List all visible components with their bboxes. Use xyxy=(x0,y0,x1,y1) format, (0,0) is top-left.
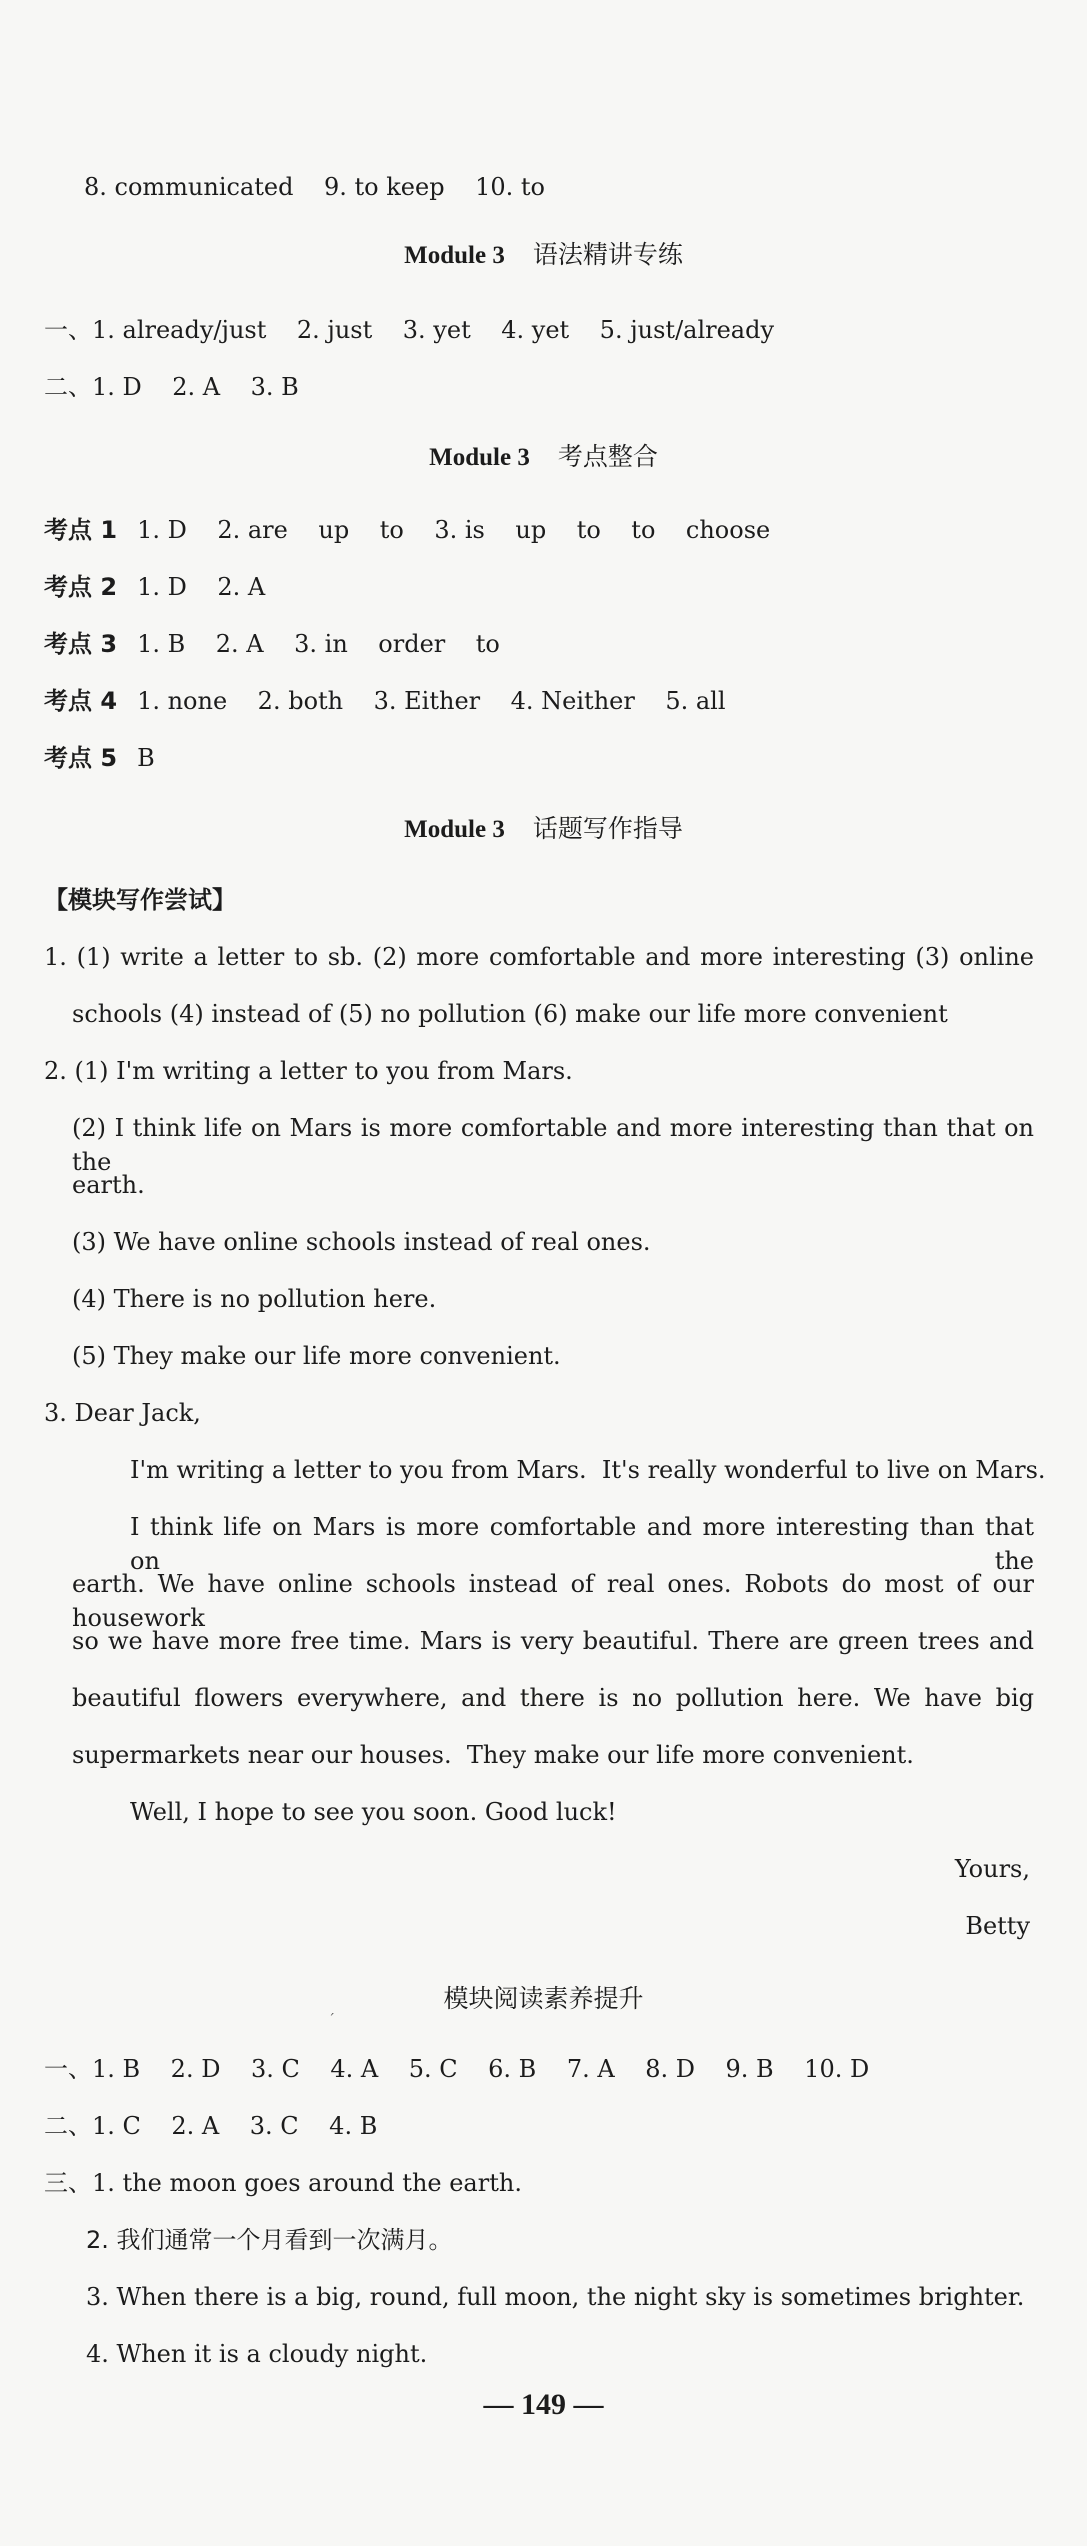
heading-module: Module 3 xyxy=(429,444,530,471)
letter-closing: Yours, xyxy=(954,1855,1030,1883)
writing-subtitle: 【模块写作尝试】 xyxy=(44,886,236,914)
reading-q3-4: 4. When it is a cloudy night. xyxy=(86,2340,428,2368)
keypoint-row xyxy=(44,741,155,775)
reading-q1: 一、1. B 2. D 3. C 4. A 5. C 6. B 7. A 8. D 9. B 10. D xyxy=(44,2055,870,2083)
heading-cn: 考点整合 xyxy=(557,442,658,471)
section-heading-grammar xyxy=(0,238,1087,273)
writing-q1-line2: schools (4) instead of (5) no pollution (6) make our life more convenient xyxy=(72,1000,948,1028)
page-number: — 149 — xyxy=(483,2388,604,2421)
section-heading-keypoints xyxy=(0,440,1087,475)
heading-module: Module 3 xyxy=(404,816,505,843)
keypoint-text: 1. D 2. A xyxy=(137,573,266,601)
keypoint-text: 1. none 2. both 3. Either 4. Neither 5. all xyxy=(137,687,726,715)
keypoint-row xyxy=(44,684,726,718)
letter-paragraph-1: I'm writing a letter to you from Mars. It's really wonderful to live on Mars. xyxy=(130,1456,1046,1484)
letter-paragraph-2-line: supermarkets near our houses. They make our life more convenient. xyxy=(72,1741,914,1769)
keypoint-label: 考点 3 xyxy=(44,630,118,658)
writing-q2-2a: (2) I think life on Mars is more comfortable and more interesting than that on the xyxy=(72,1114,1034,1176)
letter-paragraph-2-line: I think life on Mars is more comfortable and more interesting than that on the xyxy=(130,1513,1034,1575)
heading-cn: 话题写作指导 xyxy=(532,814,683,843)
letter-greeting: 3. Dear Jack, xyxy=(44,1399,201,1427)
reading-q3-3: 3. When there is a big, round, full moon, the night sky is sometimes brighter. xyxy=(86,2283,1025,2311)
letter-paragraph-3: Well, I hope to see you soon. Good luck! xyxy=(130,1798,617,1826)
writing-q2-5: (5) They make our life more convenient. xyxy=(72,1342,561,1370)
heading-module: Module 3 xyxy=(404,242,505,269)
keypoint-text: B xyxy=(137,744,155,772)
keypoint-label: 考点 2 xyxy=(44,573,118,601)
keypoint-row xyxy=(44,570,265,604)
grammar-q1: 一、1. already/just 2. just 3. yet 4. yet 5. just/already xyxy=(44,316,775,344)
keypoint-label: 考点 4 xyxy=(44,687,118,715)
letter-signature: Betty xyxy=(965,1912,1030,1940)
section-heading-reading: 模块阅读素养提升 xyxy=(443,1984,644,2013)
writing-q2-4: (4) There is no pollution here. xyxy=(72,1285,437,1313)
letter-paragraph-2-line: so we have more free time. Mars is very beautiful. There are green trees and xyxy=(72,1627,1034,1655)
letter-paragraph-2-line: beautiful flowers everywhere, and there is no pollution here. We have big xyxy=(72,1684,1034,1712)
writing-q2-1: 2. (1) I'm writing a letter to you from Mars. xyxy=(44,1057,573,1085)
keypoint-label: 考点 1 xyxy=(44,516,118,544)
section-heading-writing xyxy=(0,812,1087,847)
keypoint-row xyxy=(44,513,770,547)
keypoint-label: 考点 5 xyxy=(44,744,118,772)
reading-q2: 二、1. C 2. A 3. C 4. B xyxy=(44,2112,378,2140)
writing-q1-line1: 1. (1) write a letter to sb. (2) more comfortable and more interesting (3) online xyxy=(44,943,1034,971)
reading-q3-2: 2. 我们通常一个月看到一次满月。 xyxy=(86,2226,453,2254)
grammar-q2: 二、1. D 2. A 3. B xyxy=(44,373,299,401)
heading-cn: 语法精讲专练 xyxy=(532,240,683,269)
keypoint-row xyxy=(44,627,500,661)
keypoint-text: 1. D 2. are up to 3. is up to to choose xyxy=(137,516,771,544)
stray-mark: ˊ xyxy=(328,2012,335,2028)
writing-q2-2b: earth. xyxy=(72,1171,145,1199)
writing-q2-3: (3) We have online schools instead of real ones. xyxy=(72,1228,651,1256)
reading-q3-1: 三、1. the moon goes around the earth. xyxy=(44,2169,522,2197)
answer-line-8-10: 8. communicated 9. to keep 10. to xyxy=(84,173,545,201)
keypoint-text: 1. B 2. A 3. in order to xyxy=(137,630,500,658)
letter-paragraph-2-line: earth. We have online schools instead of real ones. Robots do most of our housework xyxy=(72,1570,1034,1632)
